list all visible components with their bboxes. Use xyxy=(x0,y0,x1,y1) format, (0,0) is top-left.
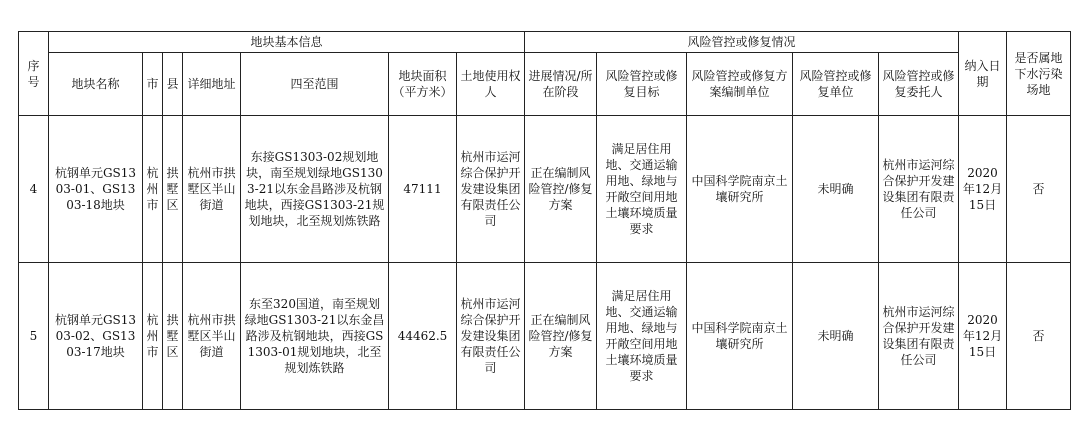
cell-groundwater: 否 xyxy=(1007,116,1071,263)
cell-progress: 正在编制风险管控/修复方案 xyxy=(525,116,597,263)
cell-client: 杭州市运河综合保护开发建设集团有限责任公司 xyxy=(879,263,959,410)
cell-include-date: 2020年12月15日 xyxy=(959,116,1007,263)
cell-seq: 4 xyxy=(19,116,49,263)
cell-land-owner: 杭州市运河综合保护开发建设集团有限责任公司 xyxy=(457,263,525,410)
cell-repair-unit: 未明确 xyxy=(793,116,879,263)
header-seq: 序号 xyxy=(19,32,49,116)
cell-include-date: 2020年12月15日 xyxy=(959,263,1007,410)
cell-repair-unit: 未明确 xyxy=(793,263,879,410)
cell-site-name: 杭钢单元GS1303-01、GS1303-18地块 xyxy=(49,116,143,263)
header-land-owner: 土地使用权人 xyxy=(457,53,525,116)
header-group-risk-control: 风险管控或修复情况 xyxy=(525,32,959,53)
header-plan-unit: 风险管控或修复方案编制单位 xyxy=(687,53,793,116)
header-site-name: 地块名称 xyxy=(49,53,143,116)
cell-area: 47111 xyxy=(389,116,457,263)
cell-address: 杭州市拱墅区半山街道 xyxy=(183,116,241,263)
cell-address: 杭州市拱墅区半山街道 xyxy=(183,263,241,410)
cell-site-name: 杭钢单元GS1303-02、GS1303-17地块 xyxy=(49,263,143,410)
header-group-basic-info: 地块基本信息 xyxy=(49,32,525,53)
header-repair-unit: 风险管控或修复单位 xyxy=(793,53,879,116)
header-target: 风险管控或修复目标 xyxy=(597,53,687,116)
cell-county: 拱墅区 xyxy=(163,263,183,410)
header-city: 市 xyxy=(143,53,163,116)
header-client: 风险管控或修复委托人 xyxy=(879,53,959,116)
header-progress: 进展情况/所在阶段 xyxy=(525,53,597,116)
cell-county: 拱墅区 xyxy=(163,116,183,263)
cell-city: 杭州市 xyxy=(143,116,163,263)
cell-target: 满足居住用地、交通运输用地、绿地与开敞空间用地土壤环境质量要求 xyxy=(597,263,687,410)
header-groundwater: 是否属地下水污染场地 xyxy=(1007,32,1071,116)
cell-plan-unit: 中国科学院南京土壤研究所 xyxy=(687,116,793,263)
header-bounds: 四至范围 xyxy=(241,53,389,116)
cell-city: 杭州市 xyxy=(143,263,163,410)
header-county: 县 xyxy=(163,53,183,116)
cell-target: 满足居住用地、交通运输用地、绿地与开敞空间用地土壤环境质量要求 xyxy=(597,116,687,263)
contaminated-sites-table xyxy=(18,31,1071,410)
cell-area: 44462.5 xyxy=(389,263,457,410)
header-group-row xyxy=(19,32,1071,53)
header-address: 详细地址 xyxy=(183,53,241,116)
table-row xyxy=(19,263,1071,410)
cell-bounds: 东接GS1303-02规划地块，南至规划绿地GS1303-21以东金昌路涉及杭钢地块，西接GS1303-21规划地块，北至规划炼铁路 xyxy=(241,116,389,263)
cell-plan-unit: 中国科学院南京土壤研究所 xyxy=(687,263,793,410)
cell-bounds: 东至320国道，南至规划绿地GS1303-21以东金昌路涉及杭钢地块，西接GS1303-01规划地块，北至规划炼铁路 xyxy=(241,263,389,410)
cell-client: 杭州市运河综合保护开发建设集团有限责任公司 xyxy=(879,116,959,263)
header-include-date: 纳入日期 xyxy=(959,32,1007,116)
cell-seq: 5 xyxy=(19,263,49,410)
header-area: 地块面积（平方米） xyxy=(389,53,457,116)
cell-land-owner: 杭州市运河综合保护开发建设集团有限责任公司 xyxy=(457,116,525,263)
table-row xyxy=(19,116,1071,263)
cell-progress: 正在编制风险管控/修复方案 xyxy=(525,263,597,410)
cell-groundwater: 否 xyxy=(1007,263,1071,410)
header-column-row xyxy=(19,53,1071,116)
